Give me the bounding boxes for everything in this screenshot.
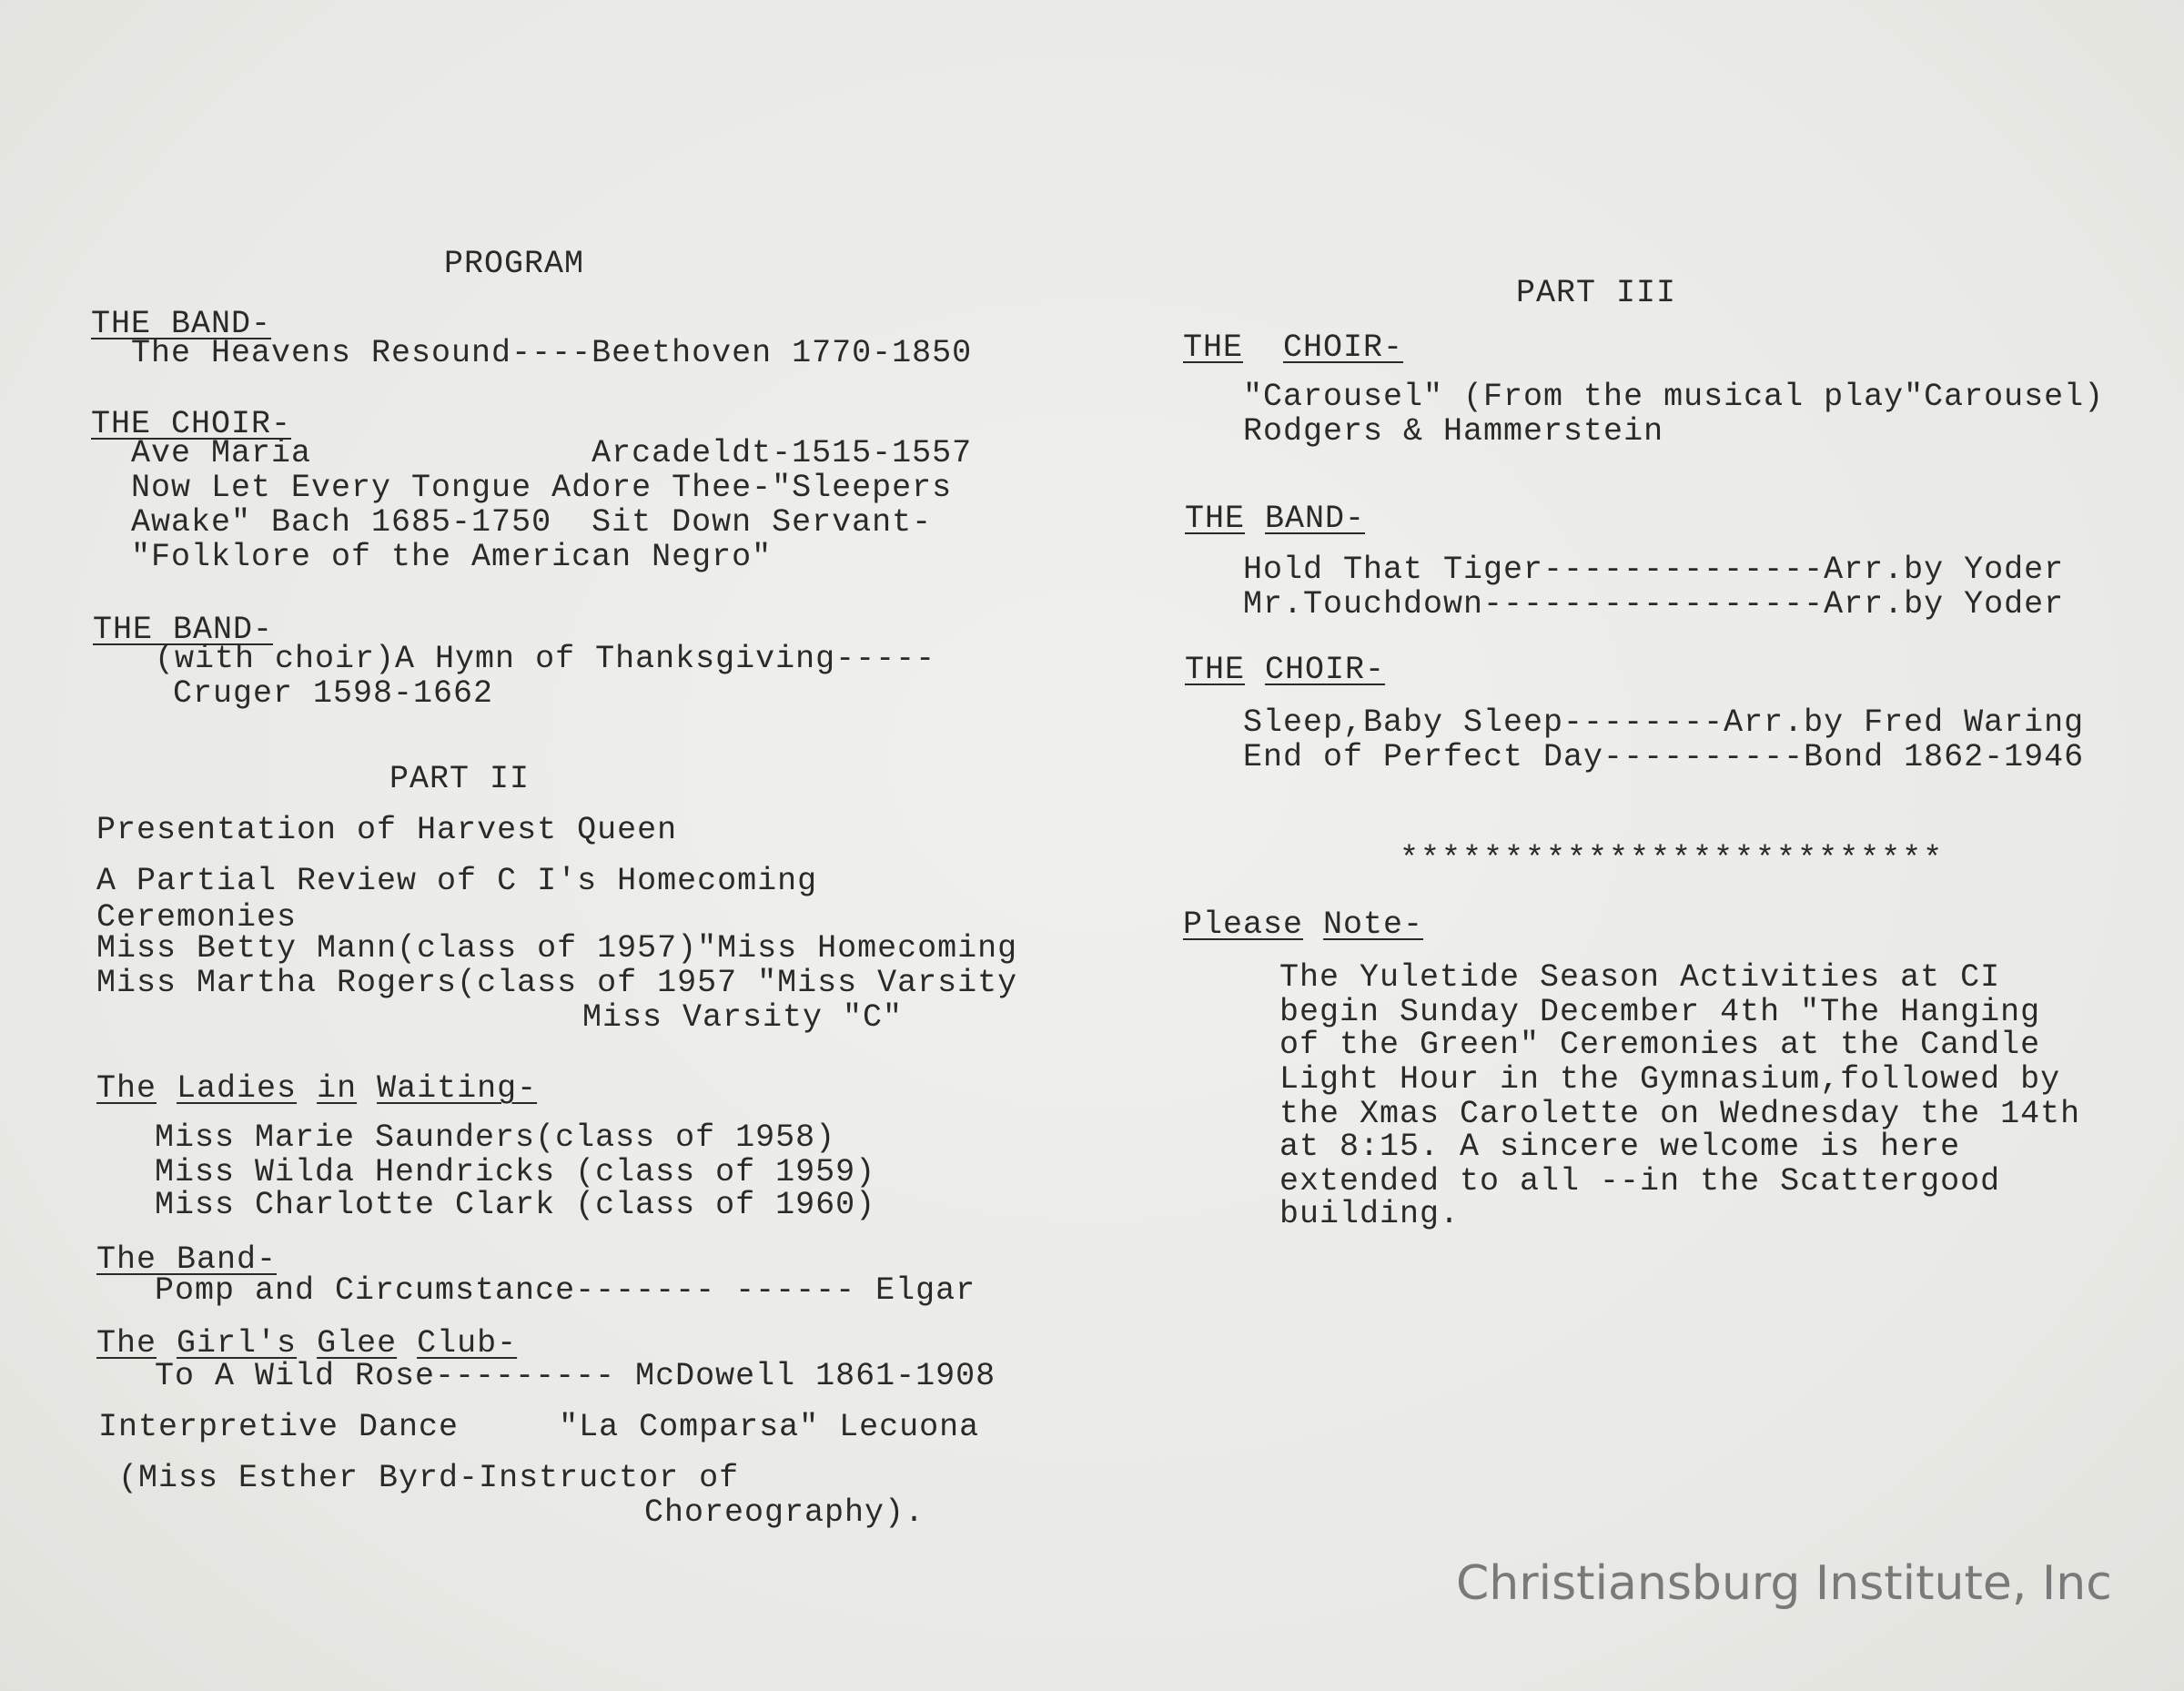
choir-1-line: Ave Maria Arcadeldt-1515-1557 [131,435,973,471]
note-line: the Xmas Carolette on Wednesday the 14th [1279,1096,2081,1132]
band-4-line: Hold That Tiger--------------Arr.by Yoder [1243,552,2065,588]
note-label [1183,906,1423,943]
note-line: The Yuletide Season Activities at CI [1279,959,2001,996]
review-line: Miss Betty Mann(class of 1957)"Miss Homecoming [96,930,1018,967]
review-line: Miss Martha Rogers(class of 1957 "Miss Varsity [96,965,1018,1001]
ladies-label-word: in [317,1070,358,1107]
band-4-line: Mr.Touchdown-----------------Arr.by Yoder [1243,586,2065,623]
lady-line: Miss Wilda Hendricks (class of 1959) [155,1154,876,1190]
note-label-word: Please [1183,906,1304,943]
choir-1-line: Now Let Every Tongue Adore Thee-"Sleepers [131,470,953,506]
note-label-word: Note- [1323,906,1424,943]
note-line: of the Green" Ceremonies at the Candle [1279,1027,2041,1063]
choir-1-line: "Folklore of the American Negro" [131,539,773,575]
note-line: building. [1279,1196,1461,1232]
star-divider: ************************** [1400,841,1945,877]
glee-label-word: Club- [417,1325,518,1362]
choir-label-3-word: CHOIR- [1265,652,1386,688]
glee-label [96,1325,517,1362]
dance-line: Interpretive Dance "La Comparsa" Lecuona [98,1409,980,1445]
band-label-4-word: THE [1185,501,1246,537]
band-label-4-word: BAND- [1265,501,1366,537]
instructor-line: (Miss Esther Byrd-Instructor of [118,1460,740,1496]
ladies-label-word: Waiting- [377,1070,538,1107]
presentation-line: Presentation of Harvest Queen [96,812,678,848]
choir-1-line: Awake" Bach 1685-1750 Sit Down Servant- [131,504,933,541]
choir-label-2 [1183,329,1403,366]
note-line: Light Hour in the Gymnasium,followed by [1279,1061,2061,1098]
choir-label-1: THE CHOIR- [91,406,292,442]
band-3-piece: Pomp and Circumstance------- ------ Elgar [155,1272,976,1309]
choir-3-line: End of Perfect Day----------Bond 1862-1946 [1243,739,2085,775]
choir-2-line: "Carousel" (From the musical play"Carousel) [1243,379,2105,415]
lady-line: Miss Charlotte Clark (class of 1960) [155,1187,876,1223]
part-3-heading: PART III [1516,275,1677,311]
instructor-line: Choreography). [644,1494,925,1531]
band-1-piece: The Heavens Resound----Beethoven 1770-1850 [131,335,973,371]
review-line: A Partial Review of C I's Homecoming [96,863,818,899]
watermark-text: Christiansburg Institute, Inc [1456,1556,2112,1611]
choir-label-2-word: THE [1183,329,1244,366]
glee-label-word: Glee [317,1325,398,1362]
choir-label-3 [1185,652,1385,688]
lady-line: Miss Marie Saunders(class of 1958) [155,1119,836,1156]
glee-piece: To A Wild Rose--------- McDowell 1861-1908 [155,1358,996,1394]
ladies-label-word: Ladies [177,1070,298,1107]
choir-3-line: Sleep,Baby Sleep--------Arr.by Fred Waring [1243,704,2085,741]
band-label-2: THE BAND- [93,612,274,648]
band-2-line: (with choir)A Hymn of Thanksgiving----- [155,641,936,677]
program-heading: PROGRAM [444,246,585,282]
glee-label-word: The [96,1325,157,1362]
choir-label-3-word: THE [1185,652,1246,688]
note-line: extended to all --in the Scattergood [1279,1163,2001,1200]
glee-label-word: Girl's [177,1325,298,1362]
band-label-1: THE BAND- [91,306,272,342]
band-2-line: Cruger 1598-1662 [173,675,494,712]
band-label-4 [1185,501,1365,537]
ladies-label-word: The [96,1070,157,1107]
review-line: Miss Varsity "C" [582,999,904,1036]
ladies-label [96,1070,537,1107]
choir-label-2-word: CHOIR- [1283,329,1404,366]
band-label-3: The Band- [96,1241,278,1278]
part-2-heading: PART II [389,761,531,797]
note-line: begin Sunday December 4th "The Hanging [1279,994,2041,1030]
note-line: at 8:15. A sincere welcome is here [1279,1129,1961,1165]
choir-2-line: Rodgers & Hammerstein [1243,413,1664,450]
review-line: Ceremonies [96,899,298,936]
